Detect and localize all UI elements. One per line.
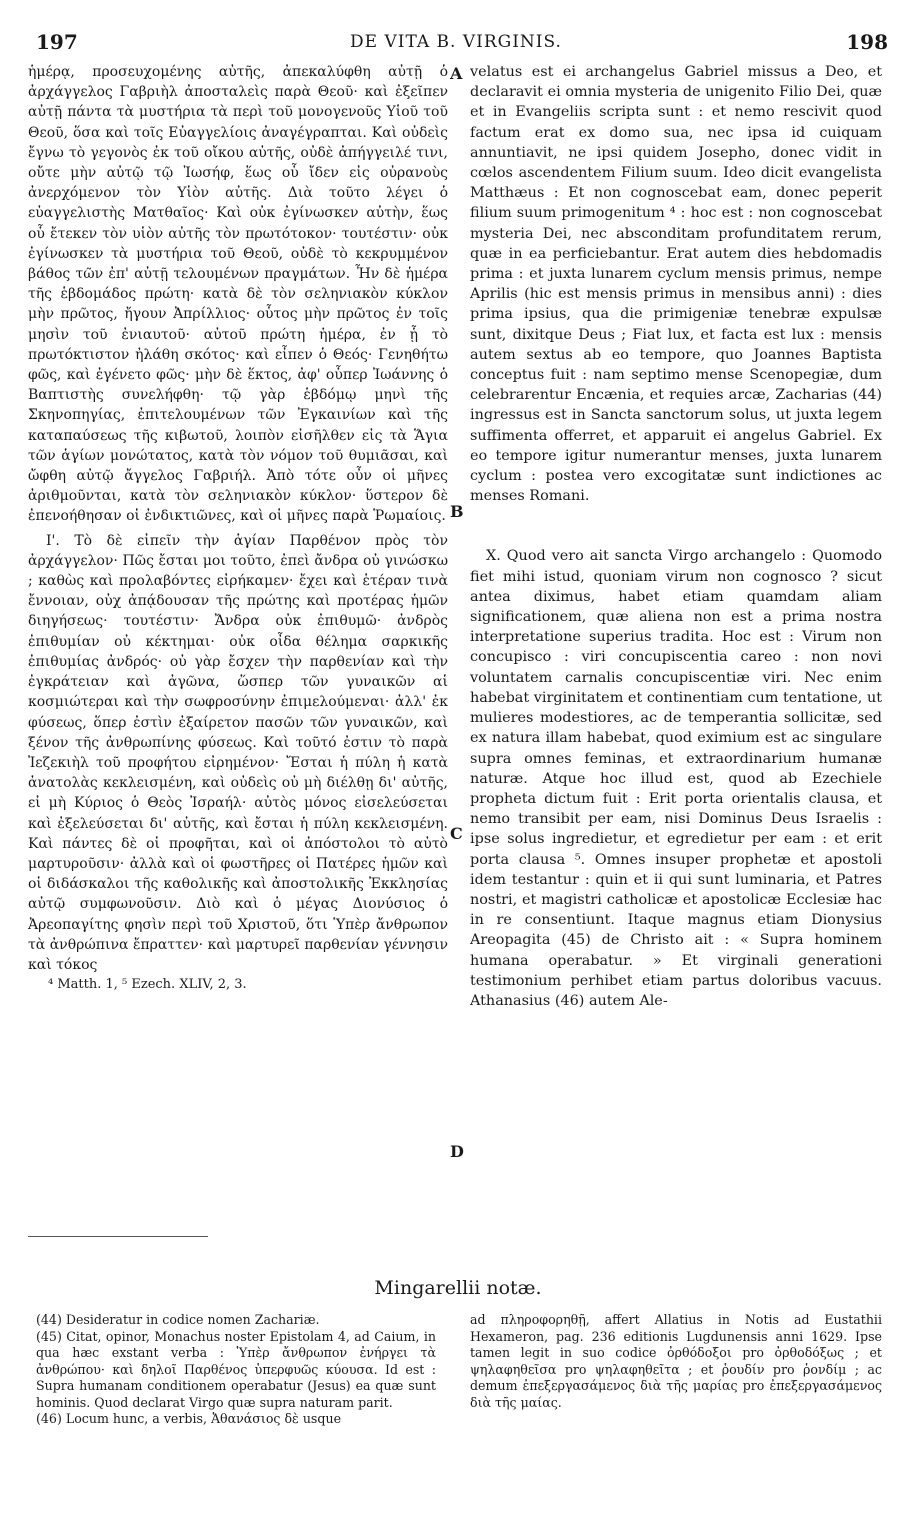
margin-letters	[448, 62, 470, 1162]
notes-title: Mingarellii notæ.	[374, 1277, 542, 1299]
footnote-rule	[28, 1236, 208, 1237]
greek-footnote: ⁴ Matth. 1, ⁵ Ezech. XLIV, 2, 3.	[48, 977, 247, 993]
note-46-continued: ad πληροφορηθῇ, affert Allatius in Notis ad Eustathii Hexameron, pag. 236 editionis Lugdunensis anni 1629. Ipse tamen legit in suo codice ὀρθόδοξοι pro ὀρθοδόξως ; et ψηλαφηθεῖσα pro ψηλαφηθεῖτα ; et ῥουδίν pro ῥονδίμ ; ac demum ἐπεξεργασάμενος διὰ τῆς μαρίας pro ἐπεξεργασάμενος διὰ τῆς μαίας.	[470, 1312, 882, 1410]
greek-paragraph-1: ἡμέρᾳ, προσευχομένης αὐτῆς, ἀπεκαλύφθη αὐτῇ ὁ ἀρχάγγελος Γαβριὴλ ἀποσταλεὶς παρὰ Θεοῦ· καὶ ἐξεῖπεν αὐτῇ πάντα τὰ μυστήρια τὰ περὶ τοῦ μονογενοῦς Υἱοῦ τοῦ Θεοῦ, ὅσα καὶ τοῖς Εὐαγγελίοις ἀναγέγραπται. Καὶ οὐδεὶς ἔγνω τὸ γεγονὸς ἐκ τοῦ οἴκου αὐτῆς, οὐδὲ ἀπήγγειλέ τινι, οὔτε μὴν αὐτῷ τῷ Ἰωσήφ, ἕως οὗ ἴδεν εἰς οὐρανοὺς ἀνερχόμενον τὸν Υἱὸν αὐτῆς. Διὰ τοῦτο λέγει ὁ εὐαγγελιστὴς Ματθαῖος· Καὶ οὐκ ἐγίνωσκεν αὐτὴν, ἕως οὗ ἔτεκεν τὸν υἱὸν αὐτῆς τὸν πρωτότοκον· τουτέστιν· οὐκ ἐγίνωσκεν τὰ μυστήρια τοῦ Θεοῦ, οὐδὲ τὸ κεκρυμμένον βάθος τῶν ἐπ' αὐτῇ τελουμένων πραγμάτων. Ἦν δὲ ἡμέρα τῆς ἑβδομάδος πρώτη· κατὰ δὲ τὸν σεληνιακὸν κύκλον μὴν πρῶτος, ἤγουν Ἀπρίλλιος· οὗτος μὴν πρῶτος ἐν τοῖς μησὶν τοῦ ἐνιαυτοῦ· αὐτοῦ πρώτη ἡμέρα, ἐν ᾗ τὸ πρωτόκτιστον ἠλάθη σκότος· καὶ εἶπεν ὁ Θεός· Γενηθήτω φῶς, καὶ ἐγένετο φῶς· μὴν δὲ ἕκτος, ἀφ' οὗπερ Ἰωάννης ὁ Βαπτιστὴς συνελήφθη· τῷ γὰρ ἑβδόμῳ μηνὶ τῆς Σκηνοπηγίας, ἐπιτελουμένων τῶν Ἐγκαινίων καὶ τῆς καταπαύσεως τῆς κιβωτοῦ, λοιπὸν εἰσῆλθεν εἰς τὰ Ἅγια τῶν ἁγίων μονώτατος, κατὰ τὸν νόμον τοῦ θυμιᾶσαι, καὶ ὤφθη αὐτῷ ἄγγελος Γαβριήλ. Ἀπὸ τότε οὖν οἱ μῆνες ἀριθμοῦνται, κατὰ τὸν σεληνιακὸν κύκλον· ὕστερον δὲ ἐπενοήθησαν οἱ ἐνδικτιῶνες, καὶ οἱ μῆνες παρὰ Ῥωμαίοις.	[28, 64, 448, 525]
latin-paragraph-2: X. Quod vero ait sancta Virgo archangelo : Quomodo fiet mihi istud, quoniam virum non cognosco ? sicut antea diximus, habet etiam quamdam aliam significationem, quæ aliena non est a prima nostra interpretatione superius tradita. Hoc est : Virum non concupisco : viri concupiscentia careo : non novi voluntatem carnalis concupiscentiæ viri. Nec enim habebat virginitatem et continentiam cum tentatione, ut mulieres modestiores, ac de temperantia sollicitæ, sed ex natura illam habebat, quod eximium est ac singulare supra omnes feminas, et extraordinarium humanæ naturæ. Atque hoc illud est, quod ab Ezechiele propheta dictum fuit : Erit porta orientalis clausa, et nemo transibit per eam, nisi Dominus Deus Israelis : ipse solus ingredietur, et egredietur per eam : et erit porta clausa ⁵. Omnes insuper prophetæ et apostoli idem testantur : quin et ii qui sunt luminaria, et Patres nostri, et magistri catholicæ et apostolicæ Ecclesiæ hac in re consentiunt. Itaque magnus etiam Dionysius Areopagita (45) de Christo ait : « Supra hominem humana operabatur. » Et virginali generationi testimonium perhibet etiam partus doloribus vacuus. Athanasius (46) autem Ale-	[470, 548, 882, 1009]
margin-letter-c: C	[450, 824, 463, 843]
latin-column	[470, 62, 882, 1011]
margin-letter-d: D	[450, 1142, 464, 1161]
running-header	[24, 30, 888, 60]
greek-column	[28, 62, 448, 995]
greek-paragraph-2: Ι'. Τὸ δὲ εἰπεῖν τὴν ἁγίαν Παρθένον πρὸς τὸν ἀρχάγγελον· Πῶς ἔσται μοι τοῦτο, ἐπεὶ ἄνδρα οὐ γινώσκω ; καθὼς καὶ προλαβόντες εἰρήκαμεν· ἔχει καὶ ἑτέραν τινὰ ἔννοιαν, οὐχ ἀπᾴδουσαν τῆς πρώτης καὶ προτέρας ἡμῶν διηγήσεως· τουτέστιν· Ἄνδρα οὐκ ἐπιθυμῶ· ἀνδρὸς ἐπιθυμίαν οὐ κέκτημαι· οὐκ οἶδα θέλημα σαρκικῆς ἐπιθυμίας ἀνδρός· οὐ γὰρ ἔσχεν τὴν παρθενίαν καὶ τὴν ἐγκράτειαν καὶ ἀγῶνα, ὥσπερ τῶν γυναικῶν αἱ κοσμιώτεραι καὶ τὴν σωφροσύνην ἐπιμελούμεναι· ἀλλ' ἐκ φύσεως, ὅπερ ἐστὶν ἐξαίρετον πασῶν τῶν γυναικῶν, καὶ ξένον τῆς ἀνθρωπίνης φύσεως. Καὶ τοῦτό ἐστιν τὸ παρὰ Ἰεζεκιὴλ τοῦ προφήτου εἰρημένον· Ἔσται ἡ πύλη ἡ κατὰ ἀνατολὰς κεκλεισμένη, καὶ οὐδεὶς οὐ μὴ διέλθῃ δι' αὐτῆς, εἰ μὴ Κύριος ὁ Θεὸς Ἰσραήλ· αὐτὸς μόνος εἰσελεύσεται καὶ ἐξελεύσεται δι' αὐτῆς, καὶ ἔσται ἡ πύλη κεκλεισμένη. Καὶ πάντες δὲ οἱ προφῆται, καὶ οἱ ἀπόστολοι τὸ αὐτὸ μαρτυροῦσιν· ἀλλὰ καὶ οἱ φωστῆρες οἱ Πατέρες ἡμῶν καὶ οἱ διδάσκαλοι τῆς καθολικῆς καὶ ἀποστολικῆς Ἐκκλησίας αὐτῷ συμφωνοῦσιν. Διὸ καὶ ὁ μέγας Διονύσιος ὁ Ἀρεοπαγίτης φησὶν περὶ τοῦ Χριστοῦ, ὅτι Ὑπὲρ ἄνθρωπον τὰ ἀνθρώπινα ἔπραττεν· καὶ μαρτυρεῖ παρθενίαν γέννησιν καὶ τόκος	[28, 532, 448, 973]
page-number-left: 197	[36, 30, 78, 54]
notes-left-column	[36, 1312, 436, 1428]
latin-paragraph-1: velatus est ei archangelus Gabriel missus a Deo, et declaravit ei omnia mysteria de unigenito Filio Dei, quæ et in Evangeliis scripta sunt : et nemo rescivit quod factum erat ex domo sua, nec ipsa id cuiquam annuntiavit, ne ipsi quidem Josepho, donec vidit in cœlos ascendentem Filium suum. Ideo dicit evangelista Matthæus : Et non cognoscebat eam, donec peperit filium suum primogenitum ⁴ : hoc est : non cognoscebat mysteria Dei, nec absconditam profunditatem rerum, quæ in ea perficiebantur. Erat autem dies hebdomadis prima : et juxta lunarem cyclum mensis primus, nempe Aprilis (hic est mensis primus in mensibus anni) : dies prima ipsius, qua die primigeniæ tenebræ expulsæ sunt, dixitque Deus ; Fiat lux, et facta est lux : mensis autem sextus ab eo tempore, quo Joannes Baptista conceptus fuit : nam septimo mense Scenopegiæ, dum celebrarentur Encænia, et requies arcæ, Zacharias (44) ingressus est in Sancta sanctorum solus, ut juxta legem suffimenta offerret, et apparuit ei angelus Gabriel. Ex eo tempore igitur numerantur menses, juxta lunarem cyclum : postea vero excogitatæ sunt indictiones ac menses Romani.	[470, 64, 882, 505]
margin-letter-a: A	[450, 64, 463, 83]
running-title: DE VITA B. VIRGINIS.	[350, 32, 562, 52]
note-46: (46) Locum hunc, a verbis, Ἀθανάσιος δὲ usque	[36, 1411, 342, 1426]
margin-letter-b: B	[450, 502, 464, 521]
note-45: (45) Citat, opinor, Monachus noster Epistolam 4, ad Caium, in qua hæc exstant verba : Ὑπὲρ ἄνθρωπον ἐνήργει τὰ ἀνθρώπου· καὶ δηλοῖ Παρθένος ὑπερφυῶς κύουσα. Id est : Supra humanam conditionem operabatur (Jesus) ea quæ sunt hominis. Quod declarat Virgo quæ supra naturam parit.	[36, 1328, 436, 1410]
notes-right-column	[470, 1312, 882, 1411]
note-44: (44) Desideratur in codice nomen Zachariæ.	[36, 1312, 320, 1327]
page-number-right: 198	[846, 30, 888, 54]
